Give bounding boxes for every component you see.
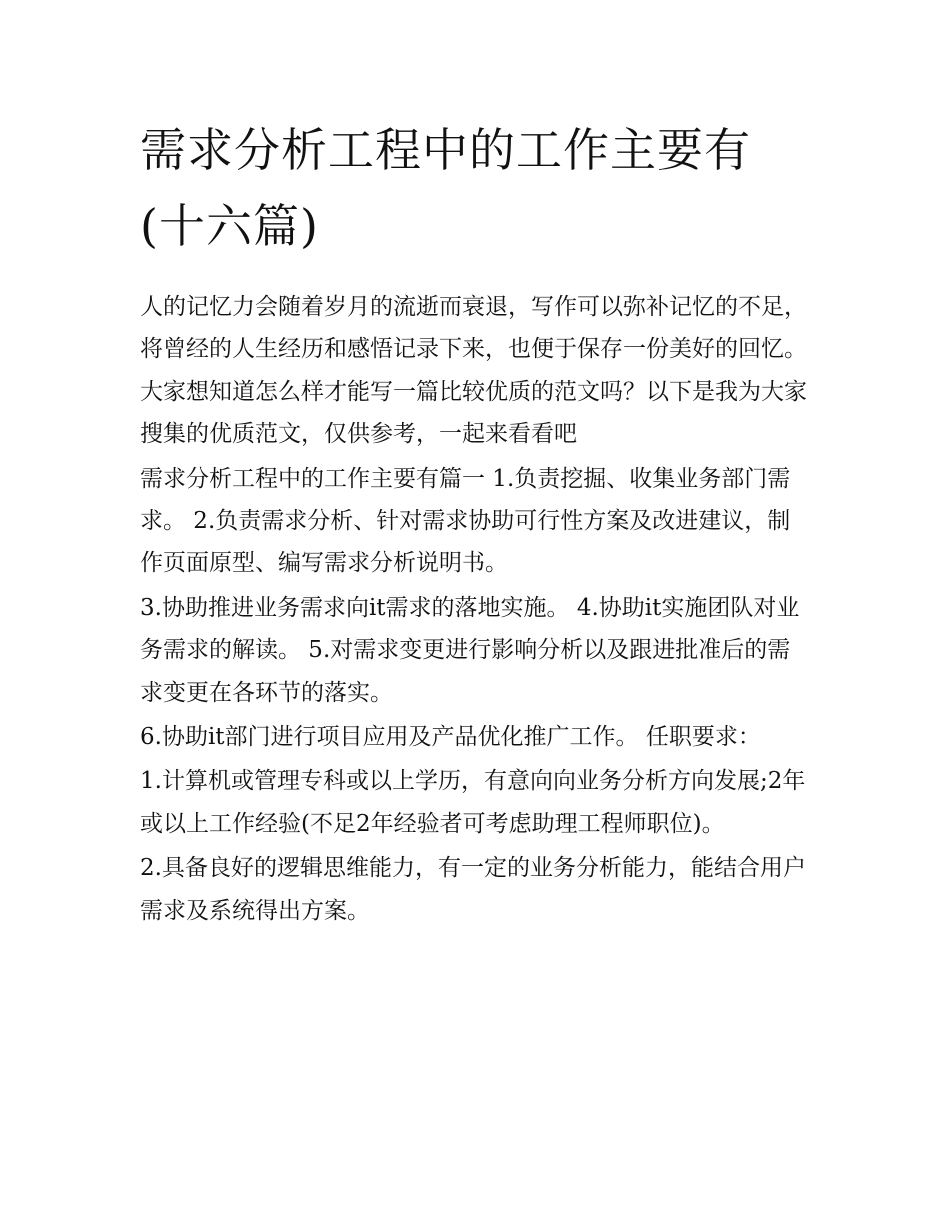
duty-paragraph-1: 需求分析工程中的工作主要有篇一 1.负责挖掘、收集业务部门需求。 2.负责需求分析、针对需求协助可行性方案及改进建议，制作页面原型、编写需求分析说明书。 xyxy=(140,465,791,577)
intro-paragraph: 人的记忆力会随着岁月的流逝而衰退，写作可以弥补记忆的不足，将曾经的人生经历和感悟记录下来，也便于保存一份美好的回忆。大家想知道怎么样才能写一篇比较优质的范文吗？以下是我为大家搜集的优质范文，仅供参考，一起来看看吧 xyxy=(140,294,807,448)
requirement-paragraph-2: 2.具备良好的逻辑思维能力，有一定的业务分析能力，能结合用户需求及系统得出方案。 xyxy=(140,855,806,924)
document-page xyxy=(140,112,812,934)
requirement-paragraph-1: 1.计算机或管理专科或以上学历，有意向向业务分析方向发展;2年或以上工作经验(不足2年经验者可考虑助理工程师职位)。 xyxy=(140,768,806,837)
duty-paragraph-2: 3.协助推进业务需求向it需求的落地实施。 4.协助it实施团队对业务需求的解读。 5.对需求变更进行影响分析以及跟进批准后的需求变更在各环节的落实。 xyxy=(140,594,800,706)
duty-paragraph-3: 6.协助it部门进行项目应用及产品优化推广工作。 任职要求： xyxy=(140,724,761,751)
document-title: 需求分析工程中的工作主要有(十六篇) xyxy=(140,123,751,253)
document-body xyxy=(140,286,812,932)
